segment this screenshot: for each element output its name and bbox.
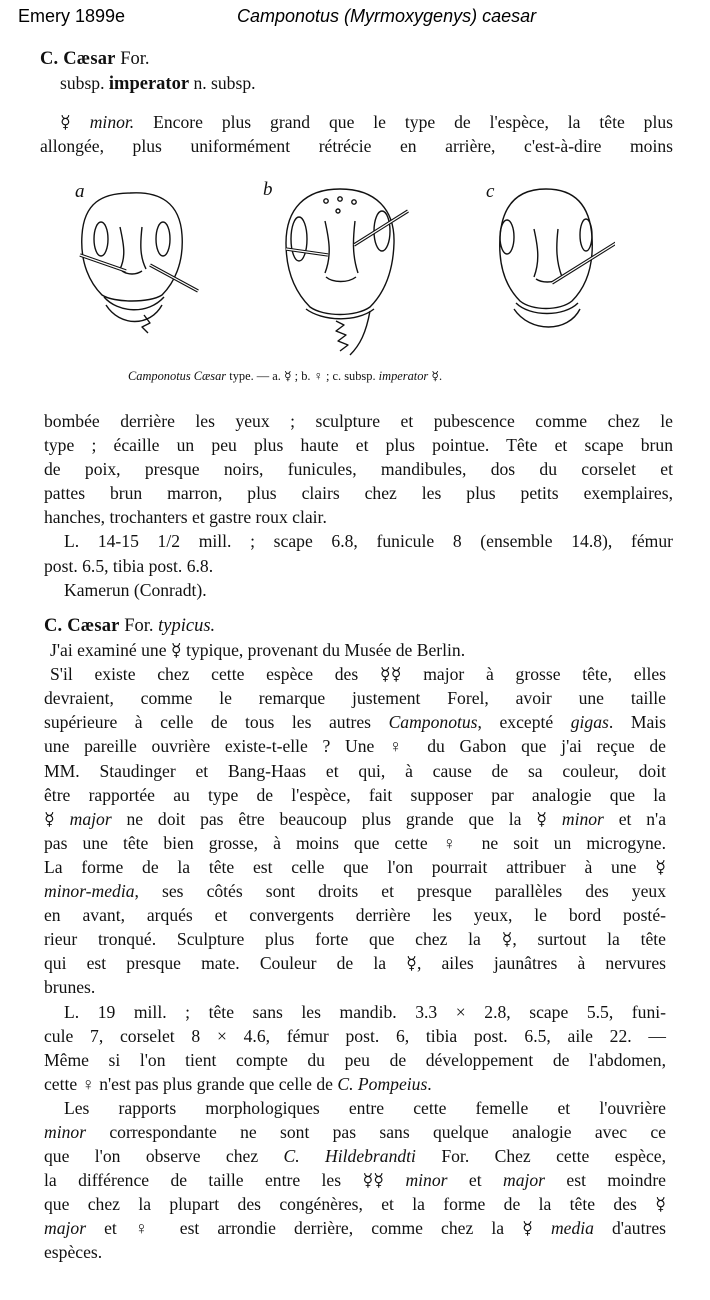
text-line: minor correspondante ne sont pas sans quelque analogie avec ce xyxy=(44,1121,666,1142)
text-line: rieur tronqué. Sculpture plus forte que chez la ☿, surtout la tête xyxy=(44,929,666,950)
text-line: MM. Staudinger et Bang-Haas et qui, à cause de sa couleur, doit xyxy=(44,760,666,781)
text-line: devraient, comme le remarque justement Forel, avoir une taille xyxy=(44,688,666,709)
text-line: être rapportée au type de l'espèce, fait supposer par analogie que la xyxy=(44,784,666,805)
text-line: hanches, trochanters et gastre roux clair. xyxy=(44,507,327,528)
subspecies-heading: subsp. imperator n. subsp. xyxy=(60,73,256,95)
text-line: une pareille ouvrière existe-t-elle ? Une ♀ du Gabon que j'ai reçue de xyxy=(44,736,666,757)
text-line: ☿ major ne doit pas être beaucoup plus grande que la ☿ minor et n'a xyxy=(44,808,666,829)
figure-label-b: b xyxy=(263,179,273,200)
text-line: La forme de la tête est celle que l'on pourrait attribuer à une ☿ xyxy=(44,856,666,877)
text-line: bombée derrière les yeux ; sculpture et pubescence comme chez le xyxy=(44,411,673,431)
text-line: Les rapports morphologiques entre cette femelle et l'ouvrière xyxy=(64,1097,666,1118)
text-line: Même si l'on tient compte du peu de développement de l'abdomen, xyxy=(44,1049,666,1070)
text-line: type ; écaille un peu plus haute et plus pointue. Tête et scape brun xyxy=(44,435,673,456)
head-b-drawing xyxy=(286,189,408,355)
text-line: que l'on observe chez C. Hildebrandti For. Chez cette espèce, xyxy=(44,1146,666,1167)
locality: Kamerun (Conradt). xyxy=(64,579,207,600)
head-a-drawing xyxy=(80,193,198,333)
figure-label-a: a xyxy=(75,181,85,202)
head-c-drawing xyxy=(500,189,615,327)
description-paragraph xyxy=(44,409,673,602)
intro-line-1: ☿ minor. Encore plus grand que le type de l'espèce, la tête plus xyxy=(60,112,673,132)
text-line: de poix, presque noirs, funicules, mandibules, dos du corselet et xyxy=(44,459,673,480)
taxon-name: Camponotus (Myrmoxygenys) caesar xyxy=(237,6,537,26)
measurements-line-1: L. 14-15 1/2 mill. ; scape 6.8, funicule 8 (ensemble 14.8), fémur xyxy=(64,531,673,552)
text-line: que chez la plupart des congénères, et la forme de la tête des ☿ xyxy=(44,1194,666,1215)
text-line: S'il existe chez cette espèce des ☿☿ major à grosse tête, elles xyxy=(50,664,666,685)
section-title: C. Cæsar For. xyxy=(40,49,150,69)
measurements-line-2: post. 6.5, tibia post. 6.8. xyxy=(44,555,214,576)
section-typicus xyxy=(44,614,666,1265)
text-line: major et ♀ est arrondie derrière, comme chez la ☿ media d'autres xyxy=(44,1218,666,1239)
section-imperator xyxy=(40,47,672,96)
intro-paragraph xyxy=(40,110,673,158)
section-title: C. Cæsar For. typicus. xyxy=(44,616,216,636)
text-line: qui est presque mate. Couleur de la ☿, ailes jaunâtres à nervures xyxy=(44,953,666,974)
text-line: brunes. xyxy=(44,977,96,998)
text-line: supérieure à celle de tous les autres Camponotus, excepté gigas. Mais xyxy=(44,712,666,733)
text-line: pas une tête bien grosse, à moins que cette ♀ ne soit un microgyne. xyxy=(44,832,666,853)
figure-caption: Camponotus Cæsar type. — a. ☿ ; b. ♀ ; c. subsp. imperator ☿. xyxy=(128,369,443,383)
intro-line-2: allongée, plus uniformément rétrécie en arrière, c'est-à-dire moins xyxy=(40,136,673,157)
text-line: espèces. xyxy=(44,1242,103,1263)
text-line: cule 7, corselet 8 × 4.6, fémur post. 6, tibia post. 6.5, aile 22. — xyxy=(44,1025,666,1046)
text-line: L. 19 mill. ; tête sans les mandib. 3.3 × 2.8, scape 5.5, funi- xyxy=(64,1001,666,1022)
text-line: pattes brun marron, plus clairs chez les plus petits exemplaires, xyxy=(44,483,673,504)
text-line: en avant, arqués et convergents derrière les yeux, le bord posté- xyxy=(44,905,666,926)
ant-head-drawings xyxy=(70,185,615,363)
text-line: minor-media, ses côtés sont droits et presque parallèles des yeux xyxy=(44,881,666,902)
text-line: cette ♀ n'est pas plus grande que celle de C. Pompeius. xyxy=(44,1073,432,1094)
figure-label-c: c xyxy=(486,181,495,202)
author-year: Emery 1899e xyxy=(18,6,126,26)
figure-ant-heads xyxy=(70,179,615,363)
running-header xyxy=(18,6,696,30)
text-line: la différence de taille entre les ☿☿ minor et major est moindre xyxy=(44,1170,666,1191)
text-line: J'ai examiné une ☿ typique, provenant du Musée de Berlin. xyxy=(50,640,466,661)
